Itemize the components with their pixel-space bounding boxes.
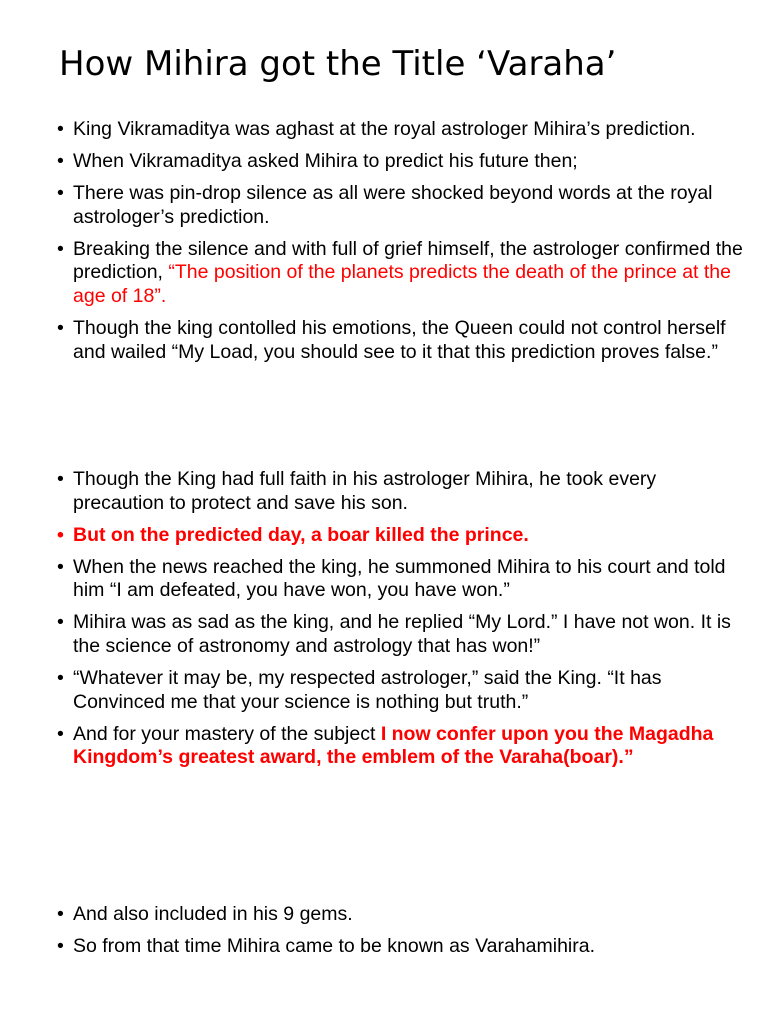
list-item-text: There was pin-drop silence as all were shocked beyond words at the royal astrologer’s prediction. [73,182,713,228]
page-title: How Mihira got the Title ‘Varaha’ [59,44,617,84]
list-item [57,182,747,229]
list-item [57,556,747,603]
list-item-text: And for your mastery of the subject [73,722,381,745]
list-item-highlighted [57,524,747,548]
bullet-list-section-1 [57,118,747,373]
list-item [57,903,747,927]
bullet-list-section-3 [57,903,747,967]
highlighted-quote: “The position of the planets predicts the death of the prince at the age of 18”. [73,261,731,308]
list-item-text: So from that time Mihira came to be known as Varahamihira. [73,935,596,958]
list-item-text: Breaking the silence and with full of grief himself, the astrologer confirmed the prediction, [73,237,743,284]
list-item [57,118,747,142]
list-item-text: But on the predicted day, a boar killed the prince. [73,523,529,546]
list-item-text: When the news reached the king, he summoned Mihira to his court and told him “I am defeated, you have won, you have won.” [73,555,726,602]
list-item-text: Though the king contolled his emotions, the Queen could not control herself and wailed “My Load, you should see to it that this prediction proves false.” [73,317,726,363]
list-item [57,238,747,309]
list-item [57,150,747,174]
list-item-text: King Vikramaditya was aghast at the royal astrologer Mihira’s prediction. [73,118,696,140]
highlighted-award-text: I now confer upon you the Magadha Kingdom’s greatest award, the emblem of the Varaha(boar).” [73,722,714,769]
list-item-text: And also included in his 9 gems. [73,903,353,925]
list-item-text: Mihira was as sad as the king, and he replied “My Lord.” I have not won. It is the science of astronomy and astrology that has won!” [73,611,731,658]
list-item-text: When Vikramaditya asked Mihira to predict his future then; [73,150,578,173]
list-item [57,723,747,770]
list-item [57,468,747,515]
list-item [57,935,747,959]
list-item-text: Though the King had full faith in his astrologer Mihira, he took every precaution to protect and save his son. [73,468,657,514]
list-item [57,317,747,364]
list-item [57,667,747,714]
bullet-list-section-2 [57,468,747,779]
list-item [57,611,747,658]
list-item-text: “Whatever it may be, my respected astrologer,” said the King. “It has Convinced me that your science is nothing but truth.” [73,667,662,713]
